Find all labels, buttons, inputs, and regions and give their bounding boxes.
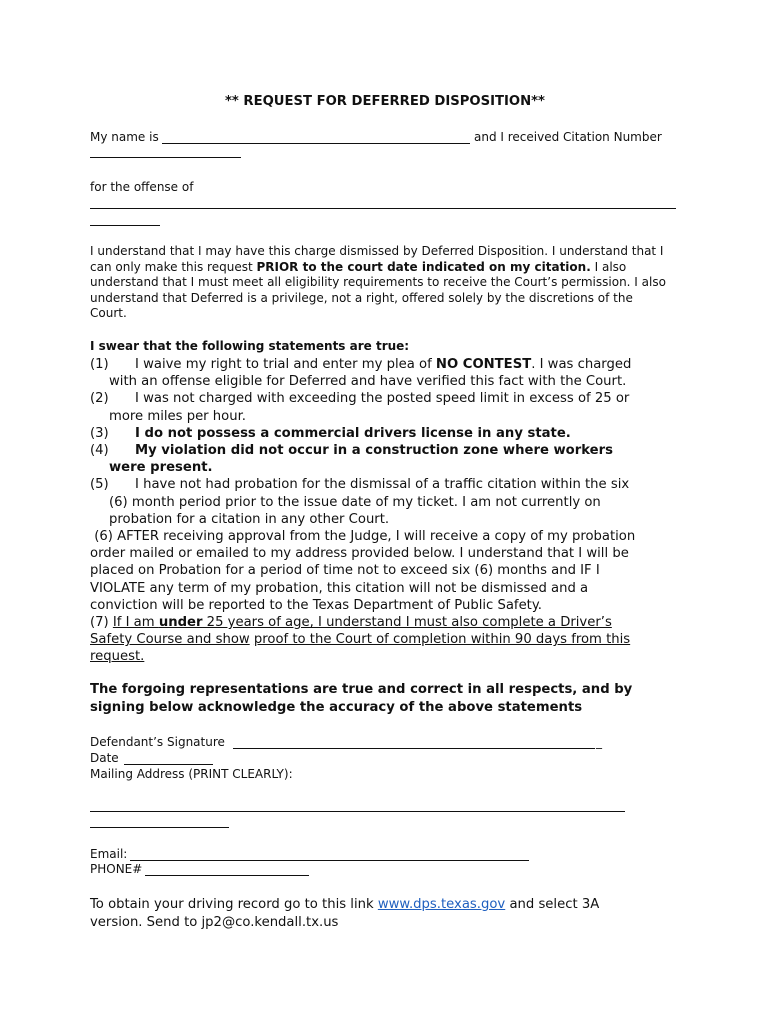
statement-7: (7) If I am under 25 years of age, I understand I must also complete a Driver’s Safety Course and show proof to the Court of completion within 90 days from this request.: [90, 615, 631, 665]
signature-suffix: _: [596, 735, 602, 749]
name-label: My name is: [90, 130, 159, 144]
page-title: ** REQUEST FOR DEFERRED DISPOSITION**: [225, 94, 545, 109]
statement-1-number: (1): [90, 357, 109, 372]
swear-heading: I swear that the following statements are true:: [90, 339, 410, 353]
statement-2: (2) I was not charged with exceeding the posted speed limit in excess of 25 or: [90, 391, 630, 407]
understand-text-2: I also understand that I must meet all eligibility requirements to receive the Court’s permission. I also understand that Deferred is a privilege, not a right, offered solely by the discretions of the Court.: [90, 259, 666, 320]
offense-field-continued[interactable]: [90, 225, 160, 226]
signature-label: Defendant’s Signature: [90, 735, 225, 749]
dps-link[interactable]: www.dps.texas.gov: [377, 897, 506, 912]
statements-list: (1) I waive my right to trial and enter my plea of NO CONTEST. I was charged with an offense eligible for Deferred and have verified this fact with the Court. (2) I was not charged with exceeding the posted speed limit in excess of 25 or more miles per hour. (3) I do not possess a commercial drivers license in any state. (4) My violation did not occur in a construction zone where workers were present. (5) I have not had probation for the dismissal of a traffic citation within the six (6) month period prior to the issue date of my ticket. I am not currently on probation for a citation in any other Court. (6) AFTER receiving approval from the Judge, I will receive a copy of my probation order mailed or emailed to my address provided below. I understand that I will be placed on Probation for a period of time not to exceed six (6) months and IF I VIOLATE any term of my probation, this citation will not be dismissed and a conviction will be reported to the Texas Department of Public Safety. (7) If I am under 25 years of age, I understand I must also complete a Driver’s Safety Course and show proof to the Court of completion within 90 days from this request.: [90, 356, 690, 666]
footer-line-1: To obtain your driving record go to this link www.dps.texas.gov and select 3A: [90, 897, 600, 912]
statement-4: (4) My violation did not occur in a construction zone where workers: [90, 443, 613, 459]
footer-line-2: version. Send to jp2@co.kendall.tx.us: [90, 915, 339, 930]
understand-paragraph: [90, 244, 668, 322]
signature-field[interactable]: [233, 748, 595, 749]
address-field-continued[interactable]: [90, 827, 229, 828]
forgoing-line-2: signing below acknowledge the accuracy of the above statements: [90, 700, 583, 715]
email-label: Email:: [90, 847, 128, 861]
citation-number-field[interactable]: [90, 157, 241, 158]
phone-label: PHONE#: [90, 862, 143, 876]
date-field[interactable]: [124, 764, 213, 765]
citation-label: and I received Citation Number: [474, 130, 662, 144]
date-label: Date: [90, 751, 119, 765]
statement-6: (6) AFTER receiving approval from the Judge, I will receive a copy of my probation order mailed or emailed to my address provided below. I understand that I will be placed on Probation for a period of time not to exceed six (6) months and IF I VIOLATE any term of my probation, this citation will not be dismissed and a conviction will be reported to the Texas Department of Public Safety.: [90, 529, 636, 613]
address-label: Mailing Address (PRINT CLEARLY):: [90, 767, 293, 781]
statement-5: (5) I have not had probation for the dismissal of a traffic citation within the six: [90, 477, 630, 493]
offense-label: for the offense of: [90, 180, 194, 194]
understand-bold: PRIOR to the court date indicated on my citation.: [256, 259, 591, 274]
statement-3: (3) I do not possess a commercial drivers license in any state.: [90, 425, 571, 441]
forgoing-line-1: The forgoing representations are true and correct in all respects, and by: [90, 682, 633, 697]
address-field[interactable]: [90, 811, 625, 812]
offense-field[interactable]: [90, 208, 676, 209]
phone-field[interactable]: [145, 875, 309, 876]
name-field[interactable]: [162, 143, 470, 144]
understand-text-1: I understand that I may have this charge dismissed by Deferred Disposition. I understand that I can only make this request: [90, 244, 664, 274]
statement-1: (1) I waive my right to trial and enter my plea of NO CONTEST. I was charged: [90, 357, 632, 372]
email-field[interactable]: [130, 860, 529, 861]
